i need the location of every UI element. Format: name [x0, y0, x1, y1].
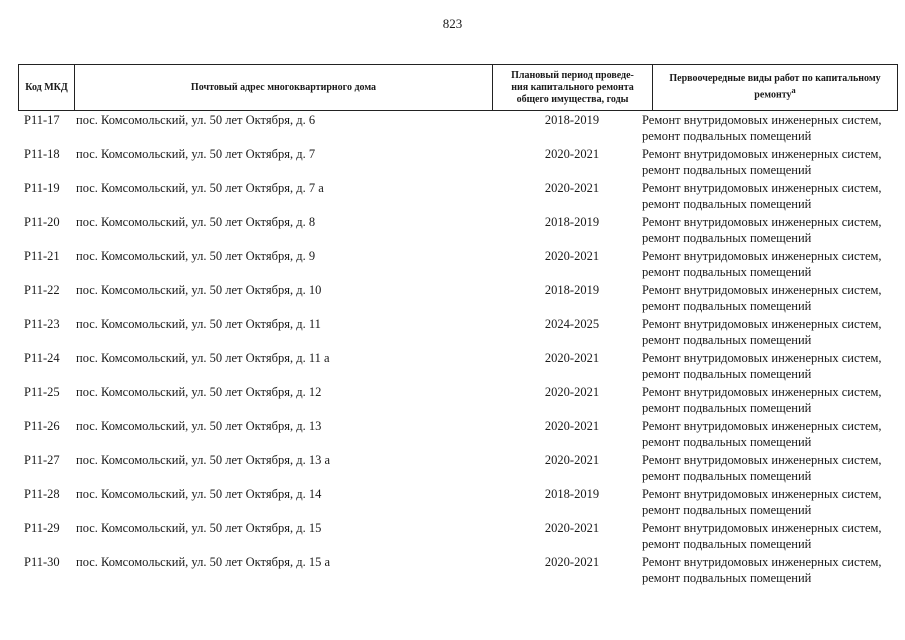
row-code: Р11-22: [24, 283, 60, 297]
row-works: [642, 350, 898, 382]
header-works-line-1: Первоочередные виды работ по капитальному: [669, 73, 881, 85]
header-period: [492, 65, 652, 110]
row-address: пос. Комсомольский, ул. 50 лет Октября, д. 15 а: [76, 555, 330, 569]
row-period: 2018-2019: [544, 283, 600, 297]
row-works-line-2: ремонт подвальных помещений: [642, 367, 812, 381]
row-works-line-2: ремонт подвальных помещений: [642, 537, 812, 551]
header-works: [652, 65, 898, 110]
row-works: [642, 520, 898, 552]
row-period: 2020-2021: [544, 521, 600, 535]
table-row: [18, 144, 898, 178]
row-address: пос. Комсомольский, ул. 50 лет Октября, д. 12: [76, 385, 322, 399]
table-row: [18, 314, 898, 348]
row-address: пос. Комсомольский, ул. 50 лет Октября, д. 14: [76, 487, 322, 501]
row-period: 2020-2021: [544, 147, 600, 161]
row-code: Р11-29: [24, 521, 60, 535]
table-row: [18, 246, 898, 280]
row-works-line-1: Ремонт внутридомовых инженерных систем,: [642, 113, 882, 127]
row-address: пос. Комсомольский, ул. 50 лет Октября, д. 15: [76, 521, 322, 535]
row-works: [642, 282, 898, 314]
row-works-line-1: Ремонт внутридомовых инженерных систем,: [642, 181, 882, 195]
row-period: 2020-2021: [544, 249, 600, 263]
row-works-line-1: Ремонт внутридомовых инженерных систем,: [642, 147, 882, 161]
row-works-line-2: ремонт подвальных помещений: [642, 435, 812, 449]
row-works-line-2: ремонт подвальных помещений: [642, 231, 812, 245]
header-works-line-2: ремонту: [754, 89, 792, 101]
row-works-line-2: ремонт подвальных помещений: [642, 333, 812, 347]
table-row: [18, 382, 898, 416]
header-code: Код МКД: [18, 65, 74, 110]
table-row: [18, 212, 898, 246]
header-period-line-1: Плановый период проведе-: [511, 69, 634, 81]
table-row: [18, 552, 898, 586]
row-address: пос. Комсомольский, ул. 50 лет Октября, д. 10: [76, 283, 322, 297]
row-works-line-1: Ремонт внутридомовых инженерных систем,: [642, 453, 882, 467]
table-row: [18, 450, 898, 484]
row-works-line-1: Ремонт внутридомовых инженерных систем,: [642, 351, 882, 365]
row-period: 2018-2019: [544, 113, 600, 127]
row-address: пос. Комсомольский, ул. 50 лет Октября, д. 6: [76, 113, 316, 127]
row-works-line-2: ремонт подвальных помещений: [642, 571, 812, 585]
row-works-line-1: Ремонт внутридомовых инженерных систем,: [642, 521, 882, 535]
row-works-line-1: Ремонт внутридомовых инженерных систем,: [642, 487, 882, 501]
row-works: [642, 486, 898, 518]
row-works: [642, 248, 898, 280]
row-address: пос. Комсомольский, ул. 50 лет Октября, д. 9: [76, 249, 316, 263]
row-works-line-1: Ремонт внутридомовых инженерных систем,: [642, 555, 882, 569]
row-period: 2020-2021: [544, 555, 600, 569]
table-row: [18, 280, 898, 314]
row-works: [642, 316, 898, 348]
row-works: [642, 112, 898, 144]
row-works-line-2: ремонт подвальных помещений: [642, 503, 812, 517]
row-code: Р11-28: [24, 487, 60, 501]
header-works-footnote-mark: а: [791, 86, 796, 96]
row-works-line-1: Ремонт внутридомовых инженерных систем,: [642, 385, 882, 399]
row-code: Р11-30: [24, 555, 60, 569]
row-works-line-2: ремонт подвальных помещений: [642, 299, 812, 313]
row-works-line-2: ремонт подвальных помещений: [642, 265, 812, 279]
row-period: 2020-2021: [544, 419, 600, 433]
row-works-line-2: ремонт подвальных помещений: [642, 469, 812, 483]
row-works: [642, 146, 898, 178]
row-address: пос. Комсомольский, ул. 50 лет Октября, д. 13: [76, 419, 322, 433]
row-works: [642, 418, 898, 450]
row-works-line-1: Ремонт внутридомовых инженерных систем,: [642, 283, 882, 297]
row-code: Р11-18: [24, 147, 60, 161]
header-period-line-2: ния капитального ремонта: [511, 81, 634, 93]
row-code: Р11-19: [24, 181, 60, 195]
row-code: Р11-25: [24, 385, 60, 399]
table-header: [18, 64, 898, 111]
row-works-line-2: ремонт подвальных помещений: [642, 197, 812, 211]
row-code: Р11-20: [24, 215, 60, 229]
row-works-line-2: ремонт подвальных помещений: [642, 401, 812, 415]
row-code: Р11-26: [24, 419, 60, 433]
table-row: [18, 416, 898, 450]
row-works-line-2: ремонт подвальных помещений: [642, 163, 812, 177]
row-code: Р11-27: [24, 453, 60, 467]
table-row: [18, 484, 898, 518]
row-address: пос. Комсомольский, ул. 50 лет Октября, д. 11: [76, 317, 321, 331]
row-period: 2018-2019: [544, 215, 600, 229]
row-address: пос. Комсомольский, ул. 50 лет Октября, д. 11 а: [76, 351, 330, 365]
row-works-line-1: Ремонт внутридомовых инженерных систем,: [642, 419, 882, 433]
row-works: [642, 180, 898, 212]
header-address: Почтовый адрес многоквартирного дома: [74, 65, 492, 110]
table-row: [18, 518, 898, 552]
row-period: 2020-2021: [544, 181, 600, 195]
row-works-line-1: Ремонт внутридомовых инженерных систем,: [642, 215, 882, 229]
row-code: Р11-24: [24, 351, 60, 365]
table-row: [18, 110, 898, 144]
row-code: Р11-21: [24, 249, 60, 263]
row-works: [642, 452, 898, 484]
row-period: 2018-2019: [544, 487, 600, 501]
page-number: 823: [442, 16, 463, 31]
table-row: [18, 178, 898, 212]
row-works: [642, 214, 898, 246]
row-works: [642, 384, 898, 416]
row-works-line-2: ремонт подвальных помещений: [642, 129, 812, 143]
row-period: 2020-2021: [544, 385, 600, 399]
row-works-line-1: Ремонт внутридомовых инженерных систем,: [642, 317, 882, 331]
row-code: Р11-23: [24, 317, 60, 331]
row-works: [642, 554, 898, 586]
row-address: пос. Комсомольский, ул. 50 лет Октября, д. 8: [76, 215, 316, 229]
row-address: пос. Комсомольский, ул. 50 лет Октября, д. 13 а: [76, 453, 330, 467]
header-period-line-3: общего имущества, годы: [516, 93, 629, 105]
row-code: Р11-17: [24, 113, 60, 127]
row-address: пос. Комсомольский, ул. 50 лет Октября, д. 7 а: [76, 181, 324, 195]
table-body: [18, 110, 898, 586]
table-row: [18, 348, 898, 382]
row-period: 2020-2021: [544, 351, 600, 365]
row-address: пос. Комсомольский, ул. 50 лет Октября, д. 7: [76, 147, 316, 161]
row-works-line-1: Ремонт внутридомовых инженерных систем,: [642, 249, 882, 263]
row-period: 2020-2021: [544, 453, 600, 467]
row-period: 2024-2025: [544, 317, 600, 331]
